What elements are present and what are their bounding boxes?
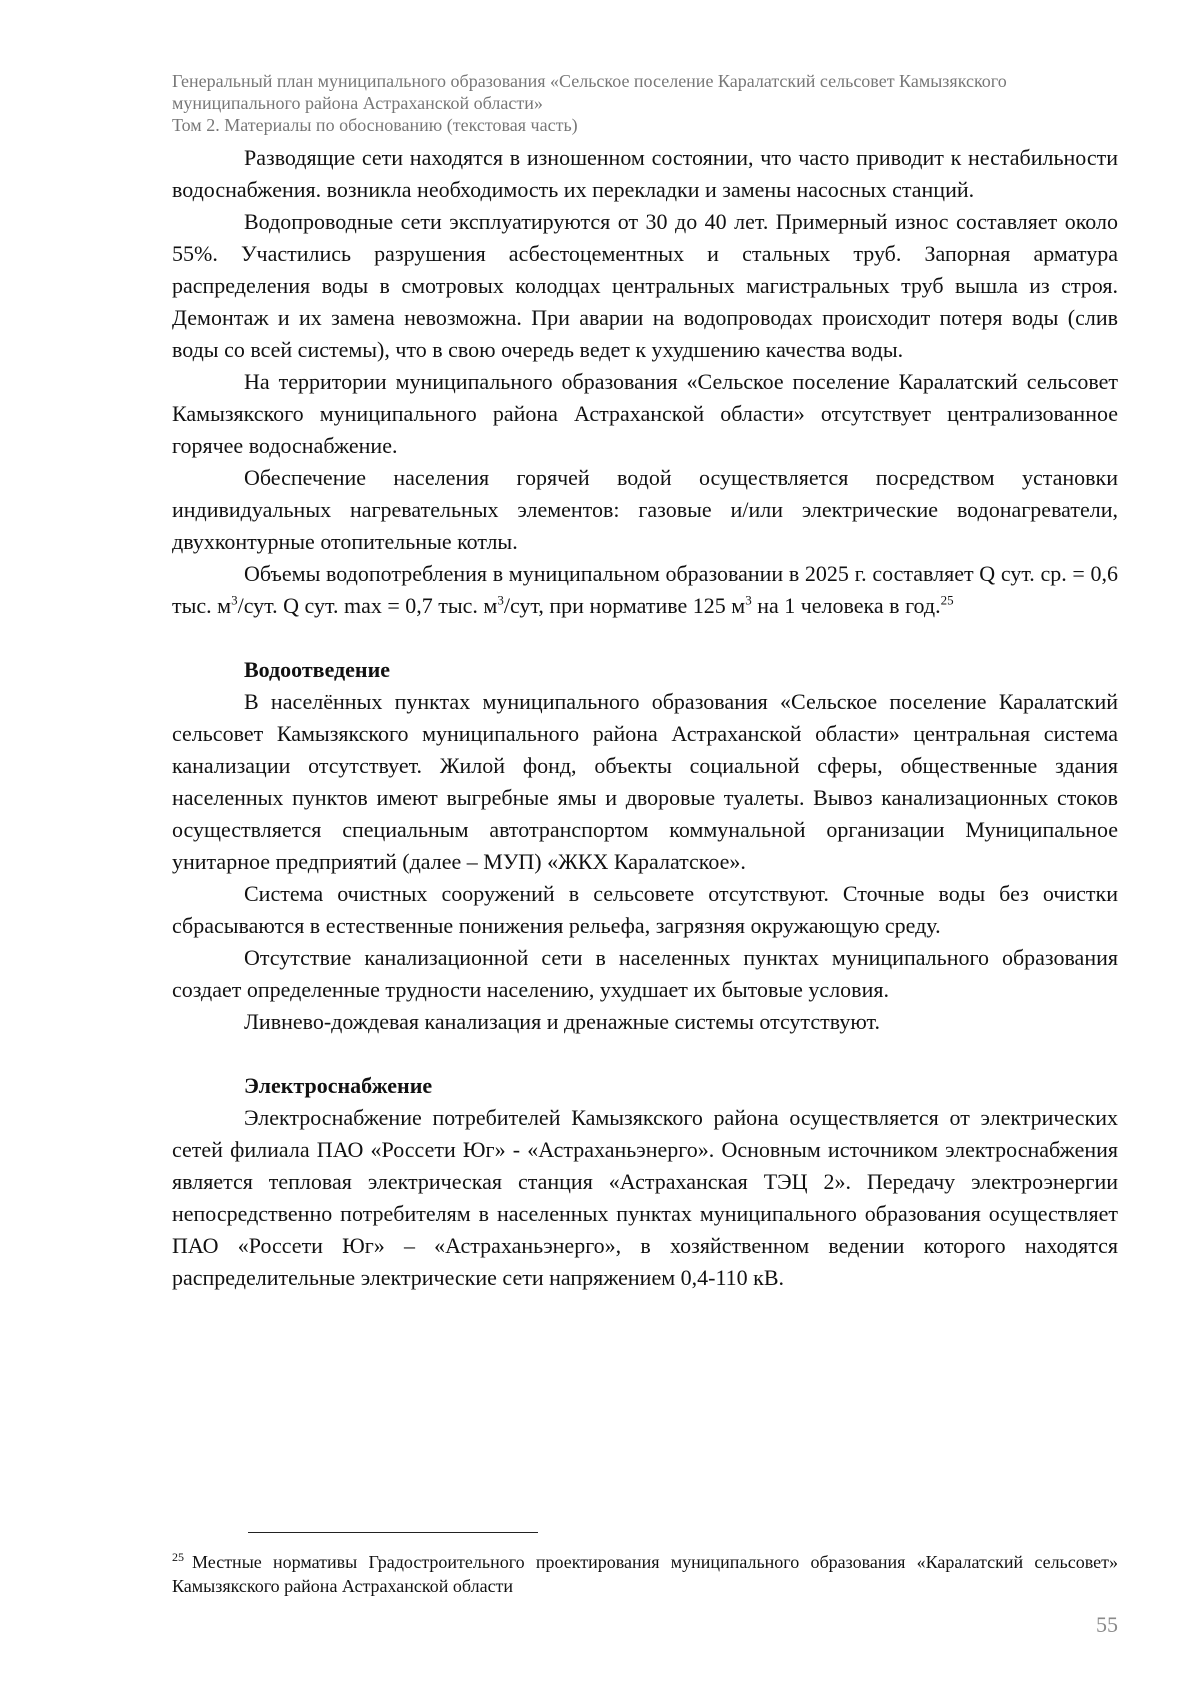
- paragraph-no-sewer-system: В населённых пунктах муниципального образования «Сельское поселение Каралатский сельсовет Камызякского муниципального района Астраханской области» центральная система канализации отсутствует. Жилой фонд, объекты социальной сферы, общественные здания населенных пунктов имеют выгребные ямы и дворовые туалеты. Вывоз канализационных стоков осуществляется специальным автотранспортом коммунальной организации Муниципальное унитарное предприятий (далее – МУП) «ЖКХ Каралатское».: [172, 689, 1118, 874]
- section-heading-sewerage: Водоотведение: [244, 657, 391, 682]
- paragraph-hot-water-supply: Обеспечение населения горячей водой осуществляется посредством установки индивидуальных нагревательных элементов: газовые и/или электрические водонагреватели, двухконтурные отопительные котлы.: [172, 465, 1118, 554]
- paragraph-sewer-difficulties: Отсутствие канализационной сети в населенных пунктах муниципального образования создает определенные трудности населению, ухудшает их бытовые условия.: [172, 945, 1118, 1002]
- section-gap: [172, 1038, 1118, 1070]
- consumption-text-a: Объемы водопотребления в муниципальном образовании в 2025 г. составляет Q сут. ср. = 0,6 тыс. м: [172, 561, 1118, 618]
- paragraph-storm-drainage: Ливнево-дождевая канализация и дренажные системы отсутствуют.: [244, 1009, 880, 1034]
- footnote-separator: [248, 1532, 538, 1533]
- superscript-cubic: 3: [231, 592, 238, 608]
- consumption-text-c: /сут, при нормативе 125 м: [503, 593, 746, 618]
- paragraph-no-hot-water: На территории муниципального образования «Сельское поселение Каралатский сельсовет Камызякского муниципального района Астраханской области» отсутствует централизованное горячее водоснабжение.: [172, 369, 1118, 458]
- paragraph-no-treatment: Система очистных сооружений в сельсовете отсутствуют. Сточные воды без очистки сбрасываются в естественные понижения рельефа, загрязняя окружающую среду.: [172, 881, 1118, 938]
- superscript-cubic: 3: [745, 592, 752, 608]
- paragraph-power-supply: Электроснабжение потребителей Камызякского района осуществляется от электрических сетей филиала ПАО «Россети Юг» - «Астраханьэнерго». Основным источником электроснабжения является тепловая электрическая станция «Астраханская ТЭЦ 2». Передачу электроэнергии непосредственно потребителям в населенных пунктах муниципального образования осуществляет ПАО «Россети Юг» – «Астраханьэнерго», в хозяйственном ведении которого находятся распределительные электрические сети напряжением 0,4-110 кВ.: [172, 1105, 1118, 1290]
- paragraph-water-consumption: [172, 558, 1118, 622]
- footnote-mark: 25: [172, 1550, 184, 1564]
- paragraph-water-pipe-wear: Водопроводные сети эксплуатируются от 30 до 40 лет. Примерный износ составляет около 55%. Участились разрушения асбестоцементных и стальных труб. Запорная арматура распределения воды в смотровых колодцах центральных магистральных труб вышла из строя. Демонтаж и их замена невозможна. При аварии на водопроводах происходит потеря воды (слив воды со всей системы), что в свою очередь ведет к ухудшению качества воды.: [172, 209, 1118, 362]
- superscript-cubic: 3: [497, 592, 504, 608]
- paragraph-distribution-networks: Разводящие сети находятся в изношенном состоянии, что часто приводит к нестабильности водоснабжения. возникла необходимость их перекладки и замены насосных станций.: [172, 145, 1118, 202]
- header-title-line-1: Генеральный план муниципального образования «Сельское поселение Каралатский сельсовет Камызякского: [172, 71, 1007, 91]
- header-title-line-2: муниципального района Астраханской области»: [172, 93, 543, 113]
- consumption-text-d: на 1 человека в год.: [751, 593, 941, 618]
- header-volume-line: Том 2. Материалы по обоснованию (текстовая часть): [172, 115, 578, 135]
- consumption-text-b: /сут. Q сут. max = 0,7 тыс. м: [237, 593, 498, 618]
- section-gap: [172, 622, 1118, 654]
- main-text: [172, 142, 1118, 1294]
- running-header: [172, 70, 1132, 136]
- footnote-reference[interactable]: 25: [940, 592, 954, 608]
- footnote-text: Местные нормативы Градостроительного проектирования муниципального образования «Каралатский сельсовет» Камызякского района Астраханской области: [172, 1552, 1118, 1596]
- page-number: 55: [1096, 1612, 1118, 1637]
- footnote: [172, 1550, 1118, 1598]
- section-heading-power-supply: Электроснабжение: [244, 1073, 433, 1098]
